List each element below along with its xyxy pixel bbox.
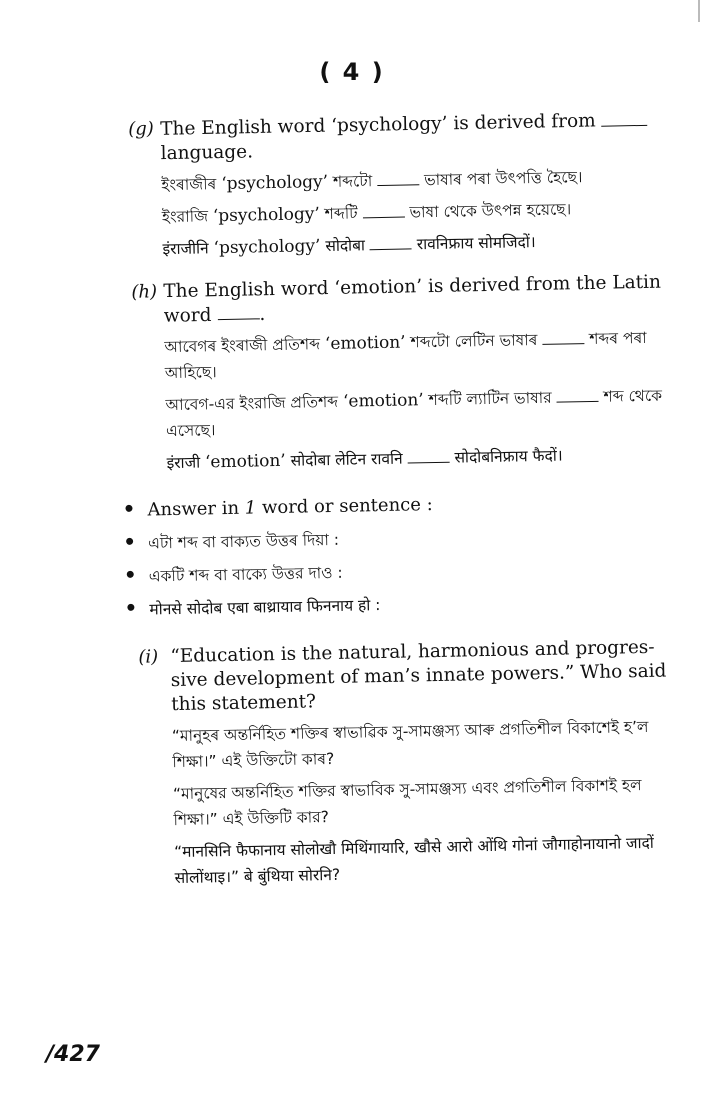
bullet-icon (125, 505, 132, 512)
question-text-assamese: আবেগৰ ইংৰাজী প্ৰতিশব্দ ‘emotion’ শব্দটো লেটিন ভাষাৰ শব্দৰ পৰা আহিছে। (164, 329, 647, 383)
question-text-english: “Education is the natural, harmonious and progres- sive development of man’s innate powers.” Who said this statement? (170, 637, 667, 716)
bullet-icon (127, 604, 134, 611)
question-label: (g) (128, 118, 154, 140)
question-text-bodo: “मानसिनि फैफानाय सोलोखौ मिथिंगायारि, खौसे आरो ओंथि गोनां जौगाहोनायानो जादों सोलोंथाइ।” बे बुंथिया सोरनि? (173, 834, 655, 888)
question-text-assamese: “মানুহৰ অন্তৰ্নিহিত শক্তিৰ স্বাভাৱিক সু-সামঞ্জস্য আৰু প্ৰগতিশীল বিকাশেই হ’ল শিক্ষা।” এই উক্তিটো কাৰ? (171, 718, 649, 772)
answer-blank (362, 202, 404, 218)
answer-blank (542, 329, 584, 345)
question-label: (h) (131, 280, 158, 303)
instruction-bengali: একটি শব্দ বা বাক্যে উত্তর দাও : (127, 555, 677, 590)
question-text-bengali: ইংরাজি ‘psychology’ শব্দটি ভাষা থেকে উৎপন্ন হয়েছে। (161, 199, 572, 226)
question-text-bengali: আবেগ-এর ইংরাজি প্রতিশব্দ ‘emotion’ শব্দটি ল্যাটিন ভাষার শব্দ থেকে এসেছে। (165, 386, 663, 441)
question-i (128, 636, 683, 893)
question-text-bengali: “মানুষের অন্তর্নিহিত শক্তির স্বাভাবিক সু-সামঞ্জস্য এবং প্রগতিশীল বিকাশই হল শিক্ষা।” এই উক্তিটি কার? (172, 776, 642, 830)
answer-blank (601, 108, 647, 127)
instruction-bodo: मोनसे सोदोब एबा बाथ्रायाव फिननाय हो : (127, 588, 677, 623)
question-label: (i) (138, 646, 159, 668)
bullet-icon (126, 538, 133, 545)
question-h (121, 270, 675, 477)
instruction-list (125, 489, 677, 623)
question-text-bodo: इंराजीनि ‘psychology’ सोदोबा रावनिफ्राय सोमजिदों। (162, 232, 536, 258)
question-text-assamese: ইংৰাজীৰ ‘psychology’ শব্দটো ভাষাৰ পৰা উৎপত্তি হৈছে। (161, 167, 583, 194)
answer-blank (407, 448, 449, 464)
paper-code: /427 (46, 1042, 100, 1067)
answer-blank (370, 234, 412, 250)
answer-blank (556, 387, 598, 403)
bullet-icon (127, 571, 134, 578)
questions-block (118, 107, 683, 910)
question-g (118, 107, 671, 262)
answer-blank (217, 302, 259, 320)
answer-blank (377, 170, 419, 186)
question-text-bodo: इंराजी ‘emotion’ सोदोबा लेटिन रावनि सोदोबनिफ्राय फैदों। (166, 446, 563, 473)
question-text-english: The English word ‘emotion’ is derived from the Latin word . (163, 271, 662, 327)
question-text-english: The English word ‘psychology’ is derived from language. (160, 107, 669, 165)
scan-edge-mark (698, 0, 700, 22)
instruction-assamese: এটা শব্দ বা বাক্যত উত্তৰ দিয়া : (126, 522, 676, 557)
instruction-english: Answer in 1 word or sentence : (125, 489, 675, 524)
page-number: ( 4 ) (319, 58, 385, 86)
